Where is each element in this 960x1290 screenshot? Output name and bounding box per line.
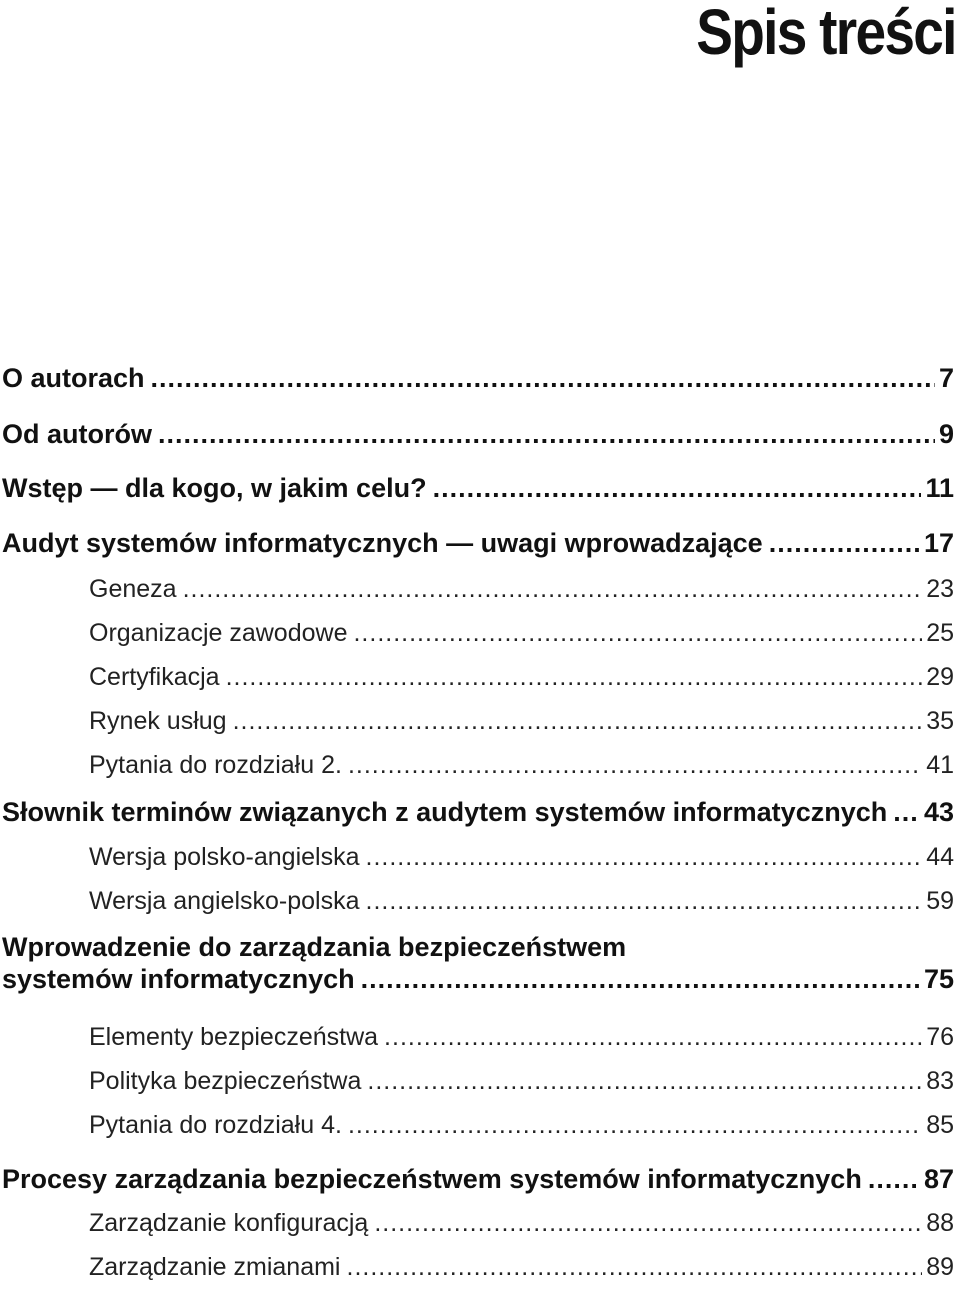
toc-entry [2, 527, 954, 559]
toc-entry [2, 362, 954, 394]
toc-subentry [89, 1252, 954, 1282]
toc-entry-page: 7 [938, 363, 954, 393]
dot-leader [347, 1252, 923, 1282]
dot-leader [158, 418, 935, 450]
toc-subentry [89, 618, 954, 648]
dot-leader [433, 472, 922, 504]
dot-leader [384, 1022, 922, 1052]
toc-subentry-title: Geneza [89, 575, 177, 603]
dot-leader [348, 1110, 922, 1140]
toc-entry-page: 75 [923, 964, 954, 995]
toc-subentry-page: 29 [926, 663, 954, 691]
toc-subentry-page: 44 [926, 843, 954, 871]
toc-subentry-page: 89 [926, 1253, 954, 1281]
toc-subentry [89, 706, 954, 736]
toc-subentry-title: Wersja polsko-angielska [89, 843, 360, 871]
toc-subentry-title: Pytania do rozdziału 4. [89, 1111, 342, 1139]
toc-entry-title: O autorach [2, 363, 145, 393]
toc-entry [2, 418, 954, 450]
toc-subentry-title: Rynek usług [89, 707, 227, 735]
dot-leader [769, 527, 920, 559]
dot-leader [361, 963, 920, 995]
dot-leader [233, 706, 923, 736]
toc-subentry-page: 59 [926, 887, 954, 915]
toc-subentry [89, 886, 954, 916]
dot-leader [868, 1163, 920, 1195]
toc-subentry-page: 23 [926, 575, 954, 603]
dot-leader [366, 842, 923, 872]
toc-subentry [89, 1208, 954, 1238]
dot-leader [893, 796, 920, 828]
dot-leader [367, 1066, 922, 1096]
toc-subentry [89, 842, 954, 872]
toc-subentry-title: Wersja angielsko-polska [89, 887, 360, 915]
toc-subentry-page: 35 [926, 707, 954, 735]
toc-subentry-page: 85 [926, 1111, 954, 1139]
toc-subentry [89, 750, 954, 780]
page-title: Spis treści [696, 0, 956, 68]
toc-subentry [89, 574, 954, 604]
toc-entry-title: Słownik terminów związanych z audytem systemów informatycznych [2, 797, 888, 827]
toc-subentry-title: Elementy bezpieczeństwa [89, 1023, 379, 1051]
toc-entry-page: 17 [923, 528, 954, 558]
toc-entry-page: 9 [938, 419, 954, 449]
toc-subentry-page: 76 [926, 1023, 954, 1051]
toc-subentry-title: Polityka bezpieczeństwa [89, 1067, 362, 1095]
dot-leader [151, 362, 935, 394]
toc-subentry-title: Certyfikacja [89, 663, 220, 691]
toc-subentry [89, 1066, 954, 1096]
toc-subentry-title: Pytania do rozdziału 2. [89, 751, 342, 779]
toc-subentry-title: Zarządzanie konfiguracją [89, 1209, 369, 1237]
dot-leader [374, 1208, 922, 1238]
toc-entry-title-line-1: Wprowadzenie do zarządzania bezpieczeństwem [2, 932, 627, 962]
dot-leader [366, 886, 923, 916]
toc-entry-title: Audyt systemów informatycznych — uwagi wprowadzające [2, 528, 763, 558]
toc-entry-page: 43 [923, 797, 954, 827]
dot-leader [348, 750, 922, 780]
toc-entry-page: 87 [923, 1164, 954, 1194]
toc-entry-page: 11 [925, 473, 954, 503]
toc-subentry-page: 88 [926, 1209, 954, 1237]
toc-subentry-page: 25 [926, 619, 954, 647]
toc-entry [2, 931, 954, 996]
toc-subentry [89, 662, 954, 692]
toc-subentry [89, 1022, 954, 1052]
toc-subentry-title: Zarządzanie zmianami [89, 1253, 341, 1281]
dot-leader [183, 574, 923, 604]
toc-entry [2, 1163, 954, 1195]
toc-subentry-page: 41 [926, 751, 954, 779]
toc-entry-title: Wstęp — dla kogo, w jakim celu? [2, 473, 427, 503]
toc-entry [2, 796, 954, 828]
toc-entry [2, 472, 954, 504]
dot-leader [353, 618, 922, 648]
toc-subentry [89, 1110, 954, 1140]
toc-subentry-page: 83 [926, 1067, 954, 1095]
toc-subentry-title: Organizacje zawodowe [89, 619, 348, 647]
toc-entry-title: Od autorów [2, 419, 152, 449]
dot-leader [226, 662, 923, 692]
toc-entry-title: Procesy zarządzania bezpieczeństwem systemów informatycznych [2, 1164, 862, 1194]
toc-entry-title-line-2: systemów informatycznych [2, 964, 355, 995]
